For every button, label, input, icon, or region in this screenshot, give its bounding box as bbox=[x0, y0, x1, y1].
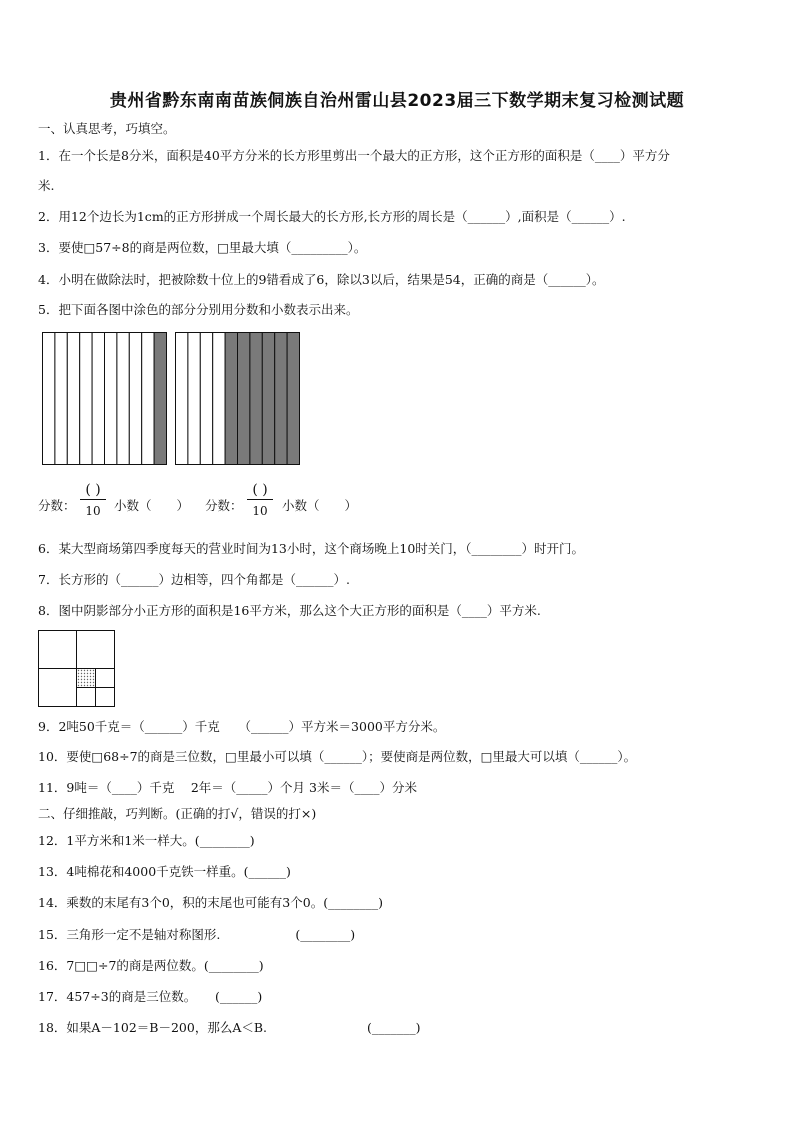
fraction-denominator-right: 10 bbox=[252, 504, 268, 518]
question-14: 14．乘数的末尾有3个0，积的末尾也可能有3个0。(________) bbox=[38, 895, 383, 910]
strip-rectangle-right bbox=[176, 333, 300, 465]
question-9: 9．2吨50千克＝（______）千克 （______）平方米＝3000平方分米。 bbox=[38, 719, 446, 734]
strip-rectangle-left bbox=[43, 333, 167, 465]
question-1-continued: 米. bbox=[38, 178, 55, 193]
decimal-label-left: 小数（ ） bbox=[114, 498, 190, 513]
question-12: 12．1平方米和1米一样大。(________) bbox=[38, 833, 255, 848]
fraction-left bbox=[80, 482, 106, 519]
left-strip-6 bbox=[105, 333, 117, 465]
section-heading-2: 二、仔细推敲，巧判断。(正确的打√，错误的打×) bbox=[38, 806, 317, 821]
question-15: 15．三角形一定不是轴对称图形. (________) bbox=[38, 927, 356, 942]
question-10: 10．要使□68÷7的商是三位数，□里最小可以填（______）；要使商是两位数，□里最大可以填（______）。 bbox=[38, 749, 637, 764]
right-strip-3 bbox=[200, 333, 212, 465]
left-strip-4 bbox=[80, 333, 92, 465]
left-strip-2 bbox=[55, 333, 67, 465]
question-4: 4．小明在做除法时，把被除数十位上的9错看成了6，除以3以后，结果是54，正确的商是（______）。 bbox=[38, 272, 605, 287]
right-strip-10 bbox=[287, 333, 299, 465]
right-strip-7 bbox=[250, 333, 262, 465]
right-strip-2 bbox=[188, 333, 200, 465]
right-strip-1 bbox=[176, 333, 188, 465]
shaded-small-square bbox=[77, 669, 96, 688]
right-strip-5 bbox=[225, 333, 237, 465]
left-strip-8 bbox=[129, 333, 141, 465]
question-5: 5．把下面各图中涂色的部分分别用分数和小数表示出来。 bbox=[38, 302, 359, 317]
question-18: 18．如果A－102＝B－200，那么A＜B. (_______) bbox=[38, 1020, 421, 1035]
fraction-numerator-right: ( ) bbox=[247, 482, 273, 500]
question-17: 17．457÷3的商是三位数。 (______) bbox=[38, 989, 263, 1004]
question-1: 1．在一个长是8分米，面积是40平方分米的长方形里剪出一个最大的正方形，这个正方形的面积是（____）平方分 bbox=[38, 148, 670, 163]
nested-squares-figure bbox=[38, 630, 118, 710]
fraction-label-right: 分数： bbox=[205, 498, 243, 513]
fraction-numerator-left: ( ) bbox=[80, 482, 106, 500]
question-2: 2．用12个边长为1cm的正方形拼成一个周长最大的长方形,长方形的周长是（______）,面积是（______）. bbox=[38, 209, 626, 224]
left-strip-7 bbox=[117, 333, 129, 465]
left-strip-1 bbox=[43, 333, 55, 465]
left-strip-3 bbox=[67, 333, 79, 465]
question-6: 6．某大型商场第四季度每天的营业时间为13小时，这个商场晚上10时关门，（________）时开门。 bbox=[38, 541, 585, 556]
page-title: 贵州省黔东南南苗族侗族自治州雷山县2023届三下数学期末复习检测试题 bbox=[109, 91, 685, 111]
strip-figures bbox=[42, 332, 304, 466]
question-11: 11．9吨＝（____）千克 2年＝（_____）个月 3米＝（____）分米 bbox=[38, 780, 417, 795]
question-3: 3．要使□57÷8的商是两位数，□里最大填（_________）。 bbox=[38, 240, 367, 255]
left-strip-9 bbox=[142, 333, 154, 465]
fraction-label-left: 分数： bbox=[38, 498, 76, 513]
fraction-right bbox=[247, 482, 273, 519]
question-8: 8．图中阴影部分小正方形的面积是16平方米，那么这个大正方形的面积是（____）平方米. bbox=[38, 603, 541, 618]
decimal-label-right: 小数（ ） bbox=[282, 498, 358, 513]
right-strip-6 bbox=[238, 333, 250, 465]
right-strip-9 bbox=[275, 333, 287, 465]
question-7: 7．长方形的（______）边相等，四个角都是（______）. bbox=[38, 572, 350, 587]
right-strip-4 bbox=[213, 333, 225, 465]
question-16: 16．7□□÷7的商是两位数。(________) bbox=[38, 958, 264, 973]
left-strip-5 bbox=[92, 333, 104, 465]
section-heading-1: 一、认真思考，巧填空。 bbox=[38, 121, 176, 136]
right-strip-8 bbox=[262, 333, 274, 465]
question-13: 13．4吨棉花和4000千克铁一样重。(______) bbox=[38, 864, 291, 879]
left-strip-10 bbox=[154, 333, 166, 465]
fraction-denominator-left: 10 bbox=[85, 504, 101, 518]
